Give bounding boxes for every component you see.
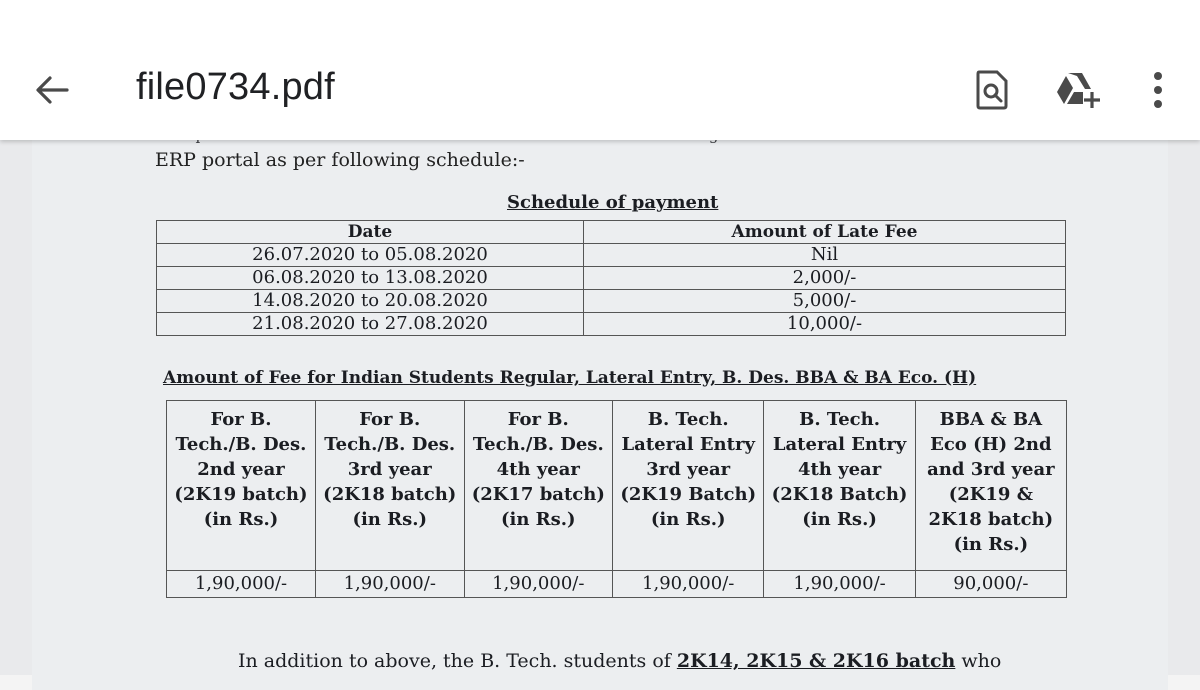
arrow-back-icon <box>35 75 69 105</box>
table-header-row <box>167 401 1067 571</box>
fee-cell: 1,90,000/- <box>613 571 764 598</box>
column-header: Amount of Late Fee <box>584 221 1066 244</box>
column-header: B. Tech. Lateral Entry 3rd year (2K19 Batch) (in Rs.) <box>613 401 764 571</box>
late-fee-cell: 2,000/- <box>584 267 1066 290</box>
back-button[interactable] <box>24 62 80 118</box>
column-header: For B. Tech./B. Des. 4th year (2K17 batch) (in Rs.) <box>464 401 612 571</box>
more-vert-icon <box>1152 71 1164 109</box>
intro-text: ERP portal as per following schedule:- <box>155 149 525 171</box>
schedule-table <box>156 220 1066 336</box>
column-header: For B. Tech./B. Des. 3rd year (2K18 batch) (in Rs.) <box>315 401 464 571</box>
table-row <box>167 571 1067 598</box>
column-header: Date <box>157 221 584 244</box>
column-header: BBA & BA Eco (H) 2nd and 3rd year (2K19 & 2K18 batch) (in Rs.) <box>915 401 1066 571</box>
table-row <box>157 313 1066 336</box>
find-in-page-button[interactable] <box>966 64 1018 116</box>
add-to-drive-icon <box>1055 70 1101 110</box>
file-title: file0734.pdf <box>136 66 335 108</box>
more-options-button[interactable] <box>1132 64 1184 116</box>
text-segment: In addition to above, the B. Tech. students of <box>238 650 677 672</box>
table-row <box>157 244 1066 267</box>
column-header: For B. Tech./B. Des. 2nd year (2K19 batch) (in Rs.) <box>167 401 316 571</box>
batch-highlight: 2K14, 2K15 & 2K16 batch <box>676 650 956 672</box>
app-bar <box>0 0 1200 140</box>
table-header-row <box>157 221 1066 244</box>
column-header: B. Tech. Lateral Entry 4th year (2K18 Batch) (in Rs.) <box>764 401 915 571</box>
late-fee-cell: 5,000/- <box>584 290 1066 313</box>
find-in-page-icon <box>975 70 1009 110</box>
table-row <box>157 267 1066 290</box>
late-fee-cell: 10,000/- <box>584 313 1066 336</box>
fee-heading: Amount of Fee for Indian Students Regular, Lateral Entry, B. Des. BBA & BA Eco. (H) <box>163 368 977 388</box>
text-segment: who <box>955 650 1002 672</box>
date-cell: 06.08.2020 to 13.08.2020 <box>157 267 584 290</box>
fee-cell: 1,90,000/- <box>167 571 316 598</box>
table-row <box>157 290 1066 313</box>
late-fee-cell: Nil <box>584 244 1066 267</box>
date-cell: 26.07.2020 to 05.08.2020 <box>157 244 584 267</box>
fee-cell: 1,90,000/- <box>315 571 464 598</box>
fee-cell: 1,90,000/- <box>764 571 915 598</box>
fee-table <box>166 400 1067 598</box>
schedule-heading: Schedule of payment <box>507 192 719 213</box>
date-cell: 14.08.2020 to 20.08.2020 <box>157 290 584 313</box>
continuation-text <box>238 650 1001 672</box>
date-cell: 21.08.2020 to 27.08.2020 <box>157 313 584 336</box>
fee-cell: 90,000/- <box>915 571 1066 598</box>
add-to-drive-button[interactable] <box>1052 64 1104 116</box>
fee-cell: 1,90,000/- <box>464 571 612 598</box>
pdf-page <box>32 130 1168 690</box>
